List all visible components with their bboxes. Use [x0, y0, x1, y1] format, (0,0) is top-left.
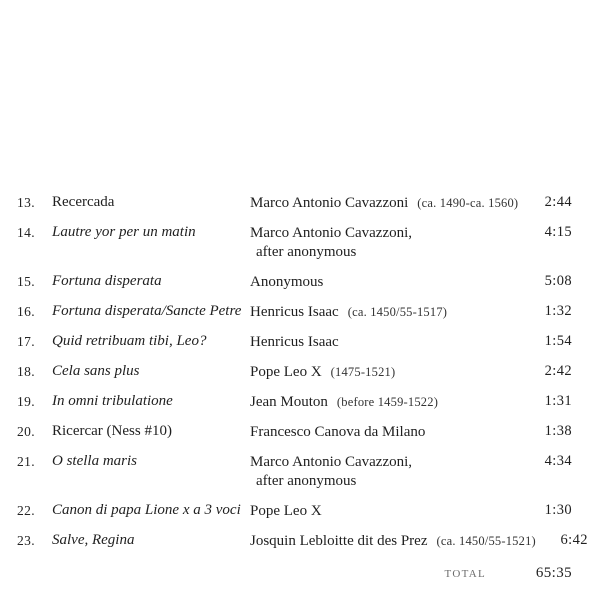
- composer-dates: (1475-1521): [330, 365, 396, 379]
- track-number: 13.: [17, 195, 36, 210]
- track-row: [17, 531, 588, 551]
- track-number: 17.: [17, 334, 36, 349]
- composer-name: Pope Leo X: [250, 364, 322, 380]
- track-row: [17, 392, 572, 412]
- track-duration: 4:15: [544, 224, 572, 240]
- track-row: [17, 362, 572, 382]
- track-title: Lautre yor per un matin: [52, 224, 196, 240]
- track-row: [17, 501, 572, 521]
- track-number: 15.: [17, 274, 36, 289]
- composer-name: Marco Antonio Cavazzoni: [250, 195, 409, 211]
- composer-cell: [250, 332, 520, 352]
- track-row: [17, 272, 572, 292]
- composer-name: Marco Antonio Cavazzoni,: [250, 454, 413, 470]
- track-row: [17, 223, 572, 262]
- track-list: [17, 193, 588, 582]
- composer-cell: [250, 272, 520, 292]
- track-title: Ricercar (Ness #10): [52, 423, 172, 439]
- total-row: [17, 565, 572, 582]
- track-duration: 1:54: [544, 333, 572, 349]
- composer-cell: [250, 501, 520, 521]
- track-duration: 5:08: [544, 273, 572, 289]
- composer-cell: [250, 302, 520, 322]
- track-number: 21.: [17, 454, 36, 469]
- track-duration: 1:38: [544, 423, 572, 439]
- composer-cell: [250, 362, 520, 382]
- track-row: [17, 332, 572, 352]
- track-duration: 1:31: [544, 393, 572, 409]
- track-title: In omni tribulatione: [52, 393, 173, 409]
- composer-name: Jean Mouton: [250, 394, 328, 410]
- track-number: 14.: [17, 225, 36, 240]
- track-title: Fortuna disperata/Sancte Petre: [52, 303, 242, 319]
- composer-name: Josquin Lebloitte dit des Prez: [250, 533, 428, 549]
- track-duration: 6:42: [560, 532, 588, 548]
- track-title: Cela sans plus: [52, 363, 140, 379]
- composer-cell: [250, 392, 520, 412]
- track-title: Salve, Regina: [52, 532, 135, 548]
- composer-name: Marco Antonio Cavazzoni,: [250, 225, 413, 241]
- track-row: [17, 422, 572, 442]
- track-duration: 2:44: [544, 194, 572, 210]
- composer-dates: (before 1459-1522): [336, 395, 439, 409]
- track-title: Recercada: [52, 194, 115, 210]
- track-duration: 1:32: [544, 303, 572, 319]
- composer-attribution: after anonymous: [256, 473, 357, 489]
- composer-cell: [250, 422, 520, 442]
- composer-dates: (ca. 1450/55-1521): [436, 534, 536, 548]
- composer-name: Pope Leo X: [250, 503, 322, 519]
- track-number: 18.: [17, 364, 36, 379]
- composer-name: Anonymous: [250, 274, 324, 290]
- composer-name: Francesco Canova da Milano: [250, 424, 426, 440]
- track-duration: 2:42: [544, 363, 572, 379]
- track-row: [17, 302, 572, 322]
- composer-cell: [250, 452, 520, 491]
- track-number: 22.: [17, 503, 36, 518]
- track-title: Fortuna disperata: [52, 273, 162, 289]
- track-duration: 1:30: [544, 502, 572, 518]
- composer-dates: (ca. 1450/55-1517): [347, 305, 448, 319]
- composer-cell: [250, 223, 520, 262]
- composer-name: Henricus Isaac: [250, 304, 339, 320]
- composer-name: Henricus Isaac: [250, 334, 339, 350]
- track-row: [17, 193, 572, 213]
- total-duration: 65:35: [535, 565, 572, 581]
- composer-attribution: after anonymous: [256, 244, 357, 260]
- track-number: 23.: [17, 533, 36, 548]
- track-title: Quid retribuam tibi, Leo?: [52, 333, 207, 349]
- track-number: 20.: [17, 424, 36, 439]
- track-duration: 4:34: [544, 453, 572, 469]
- track-number: 19.: [17, 394, 36, 409]
- track-title: Canon di papa Lione x a 3 voci: [52, 502, 241, 518]
- track-number: 16.: [17, 304, 36, 319]
- track-title: O stella maris: [52, 453, 138, 469]
- total-label: TOTAL: [444, 567, 486, 580]
- composer-cell: [250, 193, 520, 213]
- composer-dates: (ca. 1490-ca. 1560): [417, 196, 519, 210]
- track-row: [17, 452, 572, 491]
- composer-cell: [250, 531, 536, 551]
